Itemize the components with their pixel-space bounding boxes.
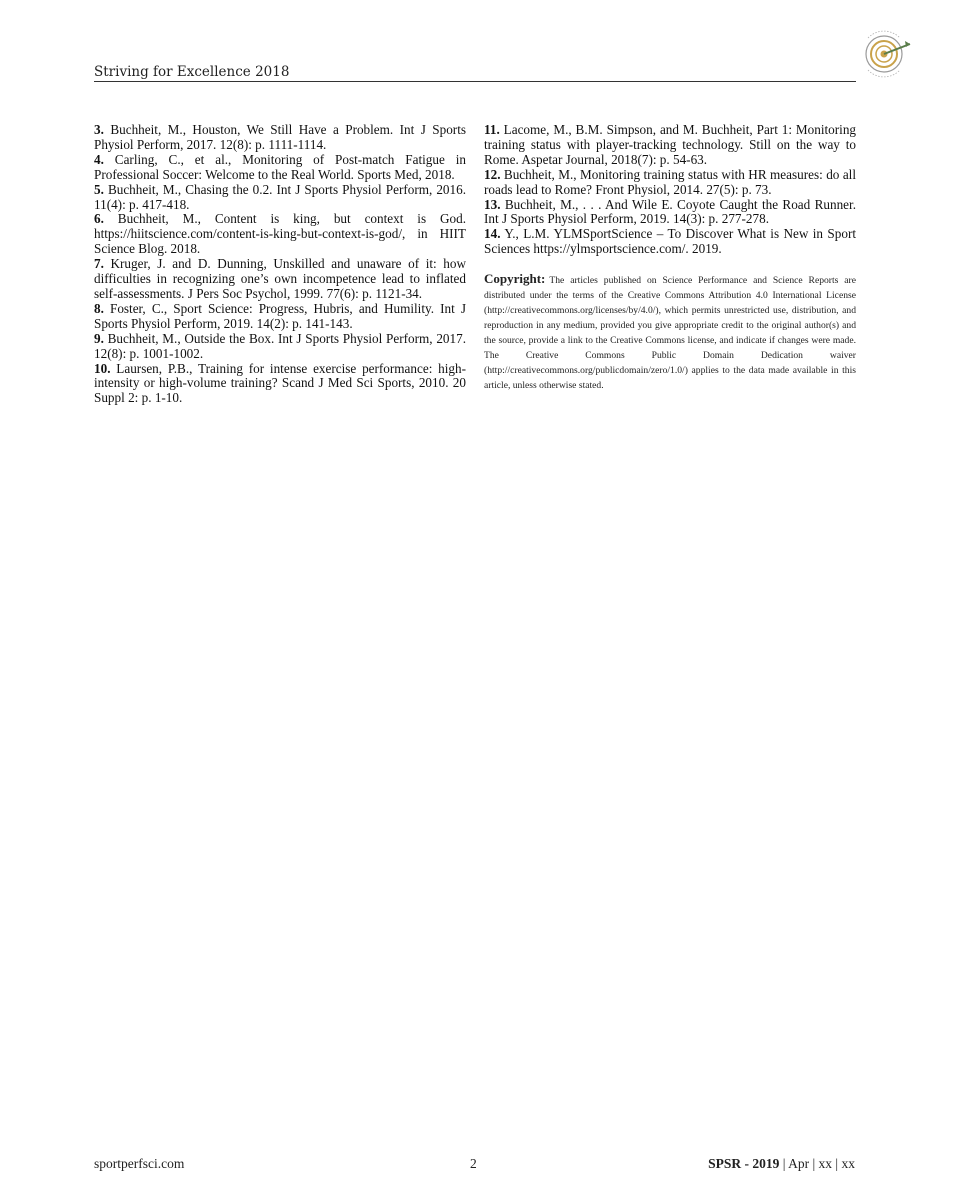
copyright-text: The articles published on Science Performance and Science Reports are distributed under the terms of the Creative Commons Attribution 4.0 International License (http://creativecommons.org/licenses/by/4.0/), which permits unrestricted use, distribution, and reproduction in any medium, provided you give appropriate credit to the original author(s) and the source, provide a link to the Creative Commons license, and indicate if changes were made. The Creative Commons Public Domain Dedication waiver (http://creativecommons.org/publicdomain/zero/1.0/) applies to the data made available in this article, unless otherwise stated. bbox=[484, 275, 856, 392]
reference-number: 3. bbox=[94, 122, 104, 137]
reference-text: Buchheit, M., . . . And Wile E. Coyote Caught the Road Runner. Int J Sports Physiol Perform, 2019. 14(3): p. 277-278. bbox=[484, 196, 856, 227]
reference-number: 5. bbox=[94, 181, 104, 197]
footer-page-number: 2 bbox=[470, 1156, 477, 1171]
reference-number: 8. bbox=[94, 300, 104, 316]
reference-text: Buchheit, M., Houston, We Still Have a Problem. Int J Sports Physiol Perform, 2017. 12(8): p. 1111-1114. bbox=[94, 122, 466, 152]
reference-text: Foster, C., Sport Science: Progress, Hubris, and Humility. Int J Sports Physiol Perform, 2019. 14(2): p. 141-143. bbox=[94, 300, 466, 331]
copyright-notice bbox=[484, 271, 856, 393]
reference-number: 7. bbox=[94, 256, 104, 272]
references-right-column bbox=[484, 123, 856, 393]
reference-text: Buchheit, M., Chasing the 0.2. Int J Sports Physiol Perform, 2016. 11(4): p. 417-418. bbox=[94, 181, 466, 212]
copyright-label: Copyright: bbox=[484, 271, 546, 287]
reference-number: 6. bbox=[94, 211, 104, 227]
footer-journal-name: SPSR - 2019 bbox=[708, 1156, 780, 1171]
spsr-logo-icon bbox=[856, 30, 916, 82]
reference-item bbox=[484, 198, 856, 228]
reference-number: 10. bbox=[94, 360, 111, 376]
reference-item bbox=[94, 302, 466, 332]
reference-text: Laursen, P.B., Training for intense exercise performance: high-intensity or high-volume training? Scand J Med Sci Sports, 2010. 20 Suppl 2: p. 1-10. bbox=[94, 360, 467, 406]
reference-item bbox=[94, 153, 466, 183]
reference-number: 4. bbox=[94, 151, 104, 167]
reference-item bbox=[484, 123, 856, 168]
references-left-column bbox=[94, 123, 466, 406]
reference-number: 11. bbox=[484, 122, 500, 137]
header-rule bbox=[94, 81, 856, 82]
reference-text: Buchheit, M., Monitoring training status with HR measures: do all roads lead to Rome? Front Physiol, 2014. 27(5): p. 73. bbox=[484, 166, 857, 197]
reference-item bbox=[484, 168, 856, 198]
reference-item bbox=[94, 257, 466, 302]
reference-number: 9. bbox=[94, 330, 104, 346]
footer-site-link[interactable]: sportperfsci.com bbox=[94, 1156, 185, 1171]
reference-text: Carling, C., et al., Monitoring of Post-match Fatigue in Professional Soccer: Welcome to the Real World. Sports Med, 2018. bbox=[94, 151, 466, 182]
reference-item bbox=[94, 362, 466, 407]
reference-number: 14. bbox=[484, 226, 501, 242]
reference-number: 13. bbox=[484, 196, 501, 212]
reference-text: Buchheit, M., Outside the Box. Int J Sports Physiol Perform, 2017. 12(8): p. 1001-1002. bbox=[94, 330, 466, 361]
running-title: Striving for Excellence 2018 bbox=[94, 64, 290, 80]
footer-journal-info bbox=[708, 1156, 855, 1172]
reference-item bbox=[94, 332, 466, 362]
reference-item bbox=[94, 183, 466, 213]
reference-item bbox=[94, 212, 466, 257]
reference-item bbox=[484, 227, 856, 257]
reference-text: Y., L.M. YLMSportScience – To Discover What is New in Sport Sciences https://ylmsportscience.com/. 2019. bbox=[484, 226, 856, 257]
reference-text: Lacome, M., B.M. Simpson, and M. Buchheit, Part 1: Monitoring training status with player-tracking technology. Still on the way to Rome. Aspetar Journal, 2018(7): p. 54-63. bbox=[484, 122, 857, 167]
reference-number: 12. bbox=[484, 166, 501, 182]
reference-text: Buchheit, M., Content is king, but context is God. https://hiitscience.com/content-is-king-but-context-is-god/, in HIIT Science Blog. 2018. bbox=[94, 211, 467, 257]
footer-issue: | Apr | xx | xx bbox=[782, 1156, 855, 1171]
reference-item bbox=[94, 123, 466, 153]
reference-text: Kruger, J. and D. Dunning, Unskilled and unaware of it: how difficulties in recognizing one’s own incompetence lead to inflated self-assessments. J Pers Soc Psychol, 1999. 77(6): p. 1121-34. bbox=[94, 256, 466, 301]
